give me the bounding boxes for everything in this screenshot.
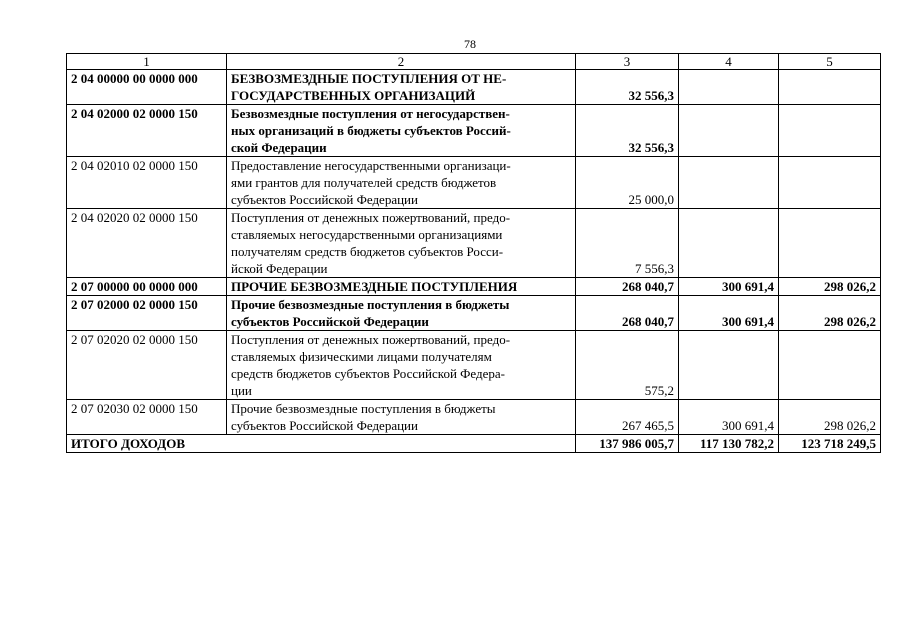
column-header: 2: [227, 54, 576, 70]
amount-cell-v4: 300 691,4: [679, 278, 779, 296]
column-header: 1: [67, 54, 227, 70]
revenue-name-line: ГОСУДАРСТВЕННЫХ ОРГАНИЗАЦИЙ: [231, 88, 476, 103]
revenue-name-line: Прочие безвозмездные поступления в бюджеты: [231, 401, 496, 416]
revenue-name-line: ПРОЧИЕ БЕЗВОЗМЕЗДНЫЕ ПОСТУПЛЕНИЯ: [231, 279, 518, 294]
amount-cell-v4: 300 691,4: [679, 296, 779, 331]
total-amount-v3: 137 986 005,7: [576, 435, 679, 453]
revenue-name-line: субъектов Российской Федерации: [231, 192, 418, 207]
amount-cell-v5: [779, 70, 881, 105]
total-row: [67, 435, 881, 453]
revenue-name-line: Поступления от денежных пожертвований, предо-: [231, 332, 511, 347]
amount-cell-v5: [779, 331, 881, 400]
revenue-code-cell: 2 07 02030 02 0000 150: [67, 400, 227, 435]
column-header: 4: [679, 54, 779, 70]
amount-cell-v3: 32 556,3: [576, 70, 679, 105]
amount-cell-v5: [779, 157, 881, 209]
amount-cell-v5: [779, 105, 881, 157]
column-header: 3: [576, 54, 679, 70]
amount-cell-v3: 7 556,3: [576, 209, 679, 278]
revenue-name-cell: [227, 331, 576, 400]
revenue-name-line: ных организаций в бюджеты субъектов Россий-: [231, 123, 511, 138]
table-row: [67, 105, 881, 157]
column-header: 5: [779, 54, 881, 70]
revenue-code-cell: 2 04 00000 00 0000 000: [67, 70, 227, 105]
amount-cell-v4: [679, 209, 779, 278]
revenue-name-cell: [227, 400, 576, 435]
amount-cell-v3: 32 556,3: [576, 105, 679, 157]
revenue-name-cell: [227, 296, 576, 331]
revenue-name-cell: [227, 105, 576, 157]
amount-cell-v3: 25 000,0: [576, 157, 679, 209]
revenue-code-cell: 2 07 00000 00 0000 000: [67, 278, 227, 296]
revenue-name-line: ской Федерации: [231, 140, 327, 155]
amount-cell-v3: 268 040,7: [576, 296, 679, 331]
revenue-name-line: субъектов Российской Федерации: [231, 418, 418, 433]
revenue-name-line: ставляемых физическими лицами получателям: [231, 349, 492, 364]
amount-cell-v5: 298 026,2: [779, 278, 881, 296]
revenue-name-line: получателям средств бюджетов субъектов Росси-: [231, 244, 504, 259]
revenue-name-line: Поступления от денежных пожертвований, предо-: [231, 210, 511, 225]
total-amount-v5: 123 718 249,5: [779, 435, 881, 453]
revenue-name-line: субъектов Российской Федерации: [231, 314, 429, 329]
amount-cell-v3: 268 040,7: [576, 278, 679, 296]
revenue-name-cell: [227, 157, 576, 209]
amount-cell-v5: 298 026,2: [779, 400, 881, 435]
revenue-name-line: ями грантов для получателей средств бюджетов: [231, 175, 497, 190]
revenue-name-cell: [227, 209, 576, 278]
revenue-name-cell: [227, 70, 576, 105]
amount-cell-v3: 267 465,5: [576, 400, 679, 435]
table-row: [67, 278, 881, 296]
revenue-code-cell: 2 04 02020 02 0000 150: [67, 209, 227, 278]
revenue-name-line: БЕЗВОЗМЕЗДНЫЕ ПОСТУПЛЕНИЯ ОТ НЕ-: [231, 71, 507, 86]
revenue-code-cell: 2 04 02000 02 0000 150: [67, 105, 227, 157]
amount-cell-v5: [779, 209, 881, 278]
amount-cell-v4: 300 691,4: [679, 400, 779, 435]
table-row: [67, 70, 881, 105]
revenue-name-line: йской Федерации: [231, 261, 328, 276]
budget-revenue-table: [66, 53, 881, 453]
table-row: [67, 331, 881, 400]
column-number-row: [67, 54, 881, 70]
table-row: [67, 296, 881, 331]
revenue-name-line: ставляемых негосударственными организациями: [231, 227, 503, 242]
total-amount-v4: 117 130 782,2: [679, 435, 779, 453]
revenue-code-cell: 2 07 02020 02 0000 150: [67, 331, 227, 400]
revenue-name-line: Прочие безвозмездные поступления в бюджеты: [231, 297, 510, 312]
revenue-code-cell: 2 07 02000 02 0000 150: [67, 296, 227, 331]
amount-cell-v4: [679, 70, 779, 105]
revenue-name-line: Безвозмездные поступления от негосударствен-: [231, 106, 510, 121]
amount-cell-v5: 298 026,2: [779, 296, 881, 331]
table-row: [67, 209, 881, 278]
revenue-code-cell: 2 04 02010 02 0000 150: [67, 157, 227, 209]
amount-cell-v3: 575,2: [576, 331, 679, 400]
revenue-name-line: Предоставление негосударственными организаци-: [231, 158, 511, 173]
amount-cell-v4: [679, 157, 779, 209]
total-label: ИТОГО ДОХОДОВ: [67, 435, 576, 453]
revenue-name-line: ции: [231, 383, 252, 398]
revenue-name-line: средств бюджетов субъектов Российской Федера-: [231, 366, 506, 381]
revenue-name-cell: [227, 278, 576, 296]
table-row: [67, 400, 881, 435]
table-row: [67, 157, 881, 209]
amount-cell-v4: [679, 105, 779, 157]
page-number: 78: [464, 37, 476, 51]
amount-cell-v4: [679, 331, 779, 400]
